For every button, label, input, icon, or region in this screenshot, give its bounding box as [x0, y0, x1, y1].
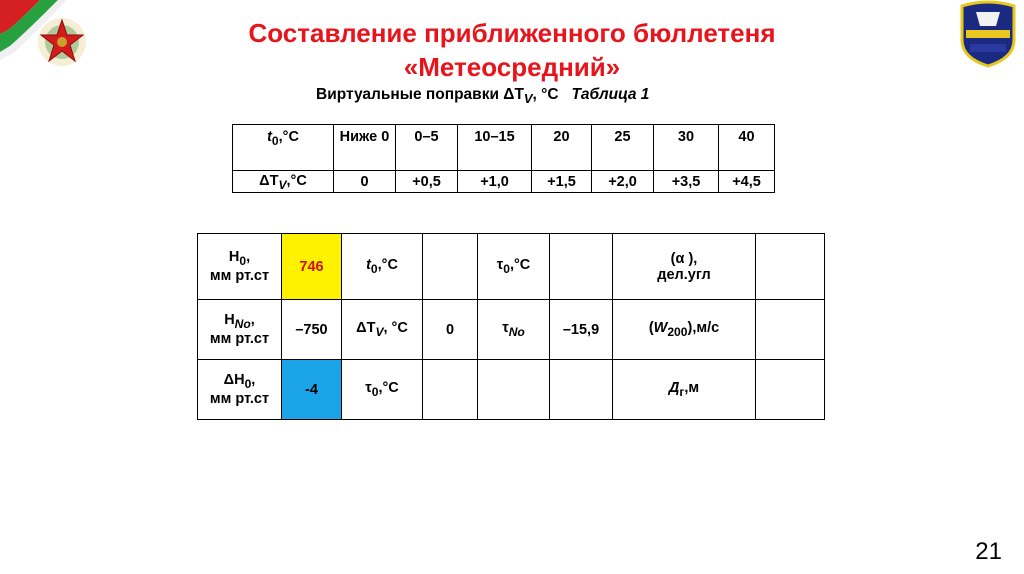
- empty-cell: [756, 300, 825, 360]
- table-cell: 20: [532, 125, 592, 171]
- table-cell: 10–15: [458, 125, 532, 171]
- h0-value-cell: 746: [282, 234, 342, 300]
- table-caption: [316, 86, 649, 106]
- empty-cell: [478, 360, 550, 420]
- table-cell: Ниже 0: [334, 125, 396, 171]
- tauno-label-cell: $\tau_{No}$: [478, 300, 550, 360]
- empty-cell: [423, 360, 478, 420]
- dg-label-cell: $Д_г,м$: [613, 360, 756, 420]
- caption-sub: V: [523, 91, 533, 107]
- table-cell: +1,0: [458, 171, 532, 193]
- empty-cell: [423, 234, 478, 300]
- dtv-value-cell: 0: [423, 300, 478, 360]
- tau0-label-cell: $\tau_0,^\circ С$: [478, 234, 550, 300]
- table-cell: 40: [719, 125, 775, 171]
- t0-label-cell: $t_0,^\circ С$: [342, 234, 423, 300]
- table-cell: 30: [654, 125, 719, 171]
- slide-title-line1: Составление приближенного бюллетеня: [248, 18, 776, 48]
- table-cell: +3,5: [654, 171, 719, 193]
- slide-title-line2: «Метеосредний»: [403, 52, 621, 82]
- table-cell: +4,5: [719, 171, 775, 193]
- page-number: 21: [975, 538, 1002, 565]
- table-cell: 0: [334, 171, 396, 193]
- alpha-label-cell: (α ), дел.угл: [613, 234, 756, 300]
- hno-value-cell: –750: [282, 300, 342, 360]
- star-emblem-icon: [0, 0, 100, 80]
- virtual-corrections-table: [232, 124, 775, 193]
- table-number-label: Таблица 1: [571, 86, 650, 103]
- university-shield-icon: [956, 0, 1020, 68]
- caption-unit: , °С: [532, 86, 559, 103]
- h0-label-cell: $H_0$, мм рт.ст: [198, 234, 282, 300]
- table-cell: +2,0: [592, 171, 654, 193]
- hno-label-cell: $H_{No}$, мм рт.ст: [198, 300, 282, 360]
- t0-header-cell: $t_0,^\circ С$: [233, 125, 334, 171]
- table-cell: 0–5: [396, 125, 458, 171]
- dtv-header-cell: $\Delta T_V,^\circ С$: [233, 171, 334, 193]
- empty-cell: [756, 234, 825, 300]
- empty-cell: [550, 360, 613, 420]
- caption-text: Виртуальные поправки ΔT: [316, 86, 524, 103]
- table-cell: +0,5: [396, 171, 458, 193]
- empty-cell: [550, 234, 613, 300]
- table-cell: 25: [592, 125, 654, 171]
- wind-label-cell: $(W_{200}),м/с$: [613, 300, 756, 360]
- tau0b-label-cell: $\tau_0,^\circ С$: [342, 360, 423, 420]
- empty-cell: [756, 360, 825, 420]
- meteo-bulletin-table: [197, 233, 825, 420]
- dh0-value-cell: -4: [282, 360, 342, 420]
- table-cell: +1,5: [532, 171, 592, 193]
- dh0-label-cell: $\Delta H_0$, мм рт.ст: [198, 360, 282, 420]
- tauno-value-cell: –15,9: [550, 300, 613, 360]
- dtv-label-cell: $\Delta T_V$, °С: [342, 300, 423, 360]
